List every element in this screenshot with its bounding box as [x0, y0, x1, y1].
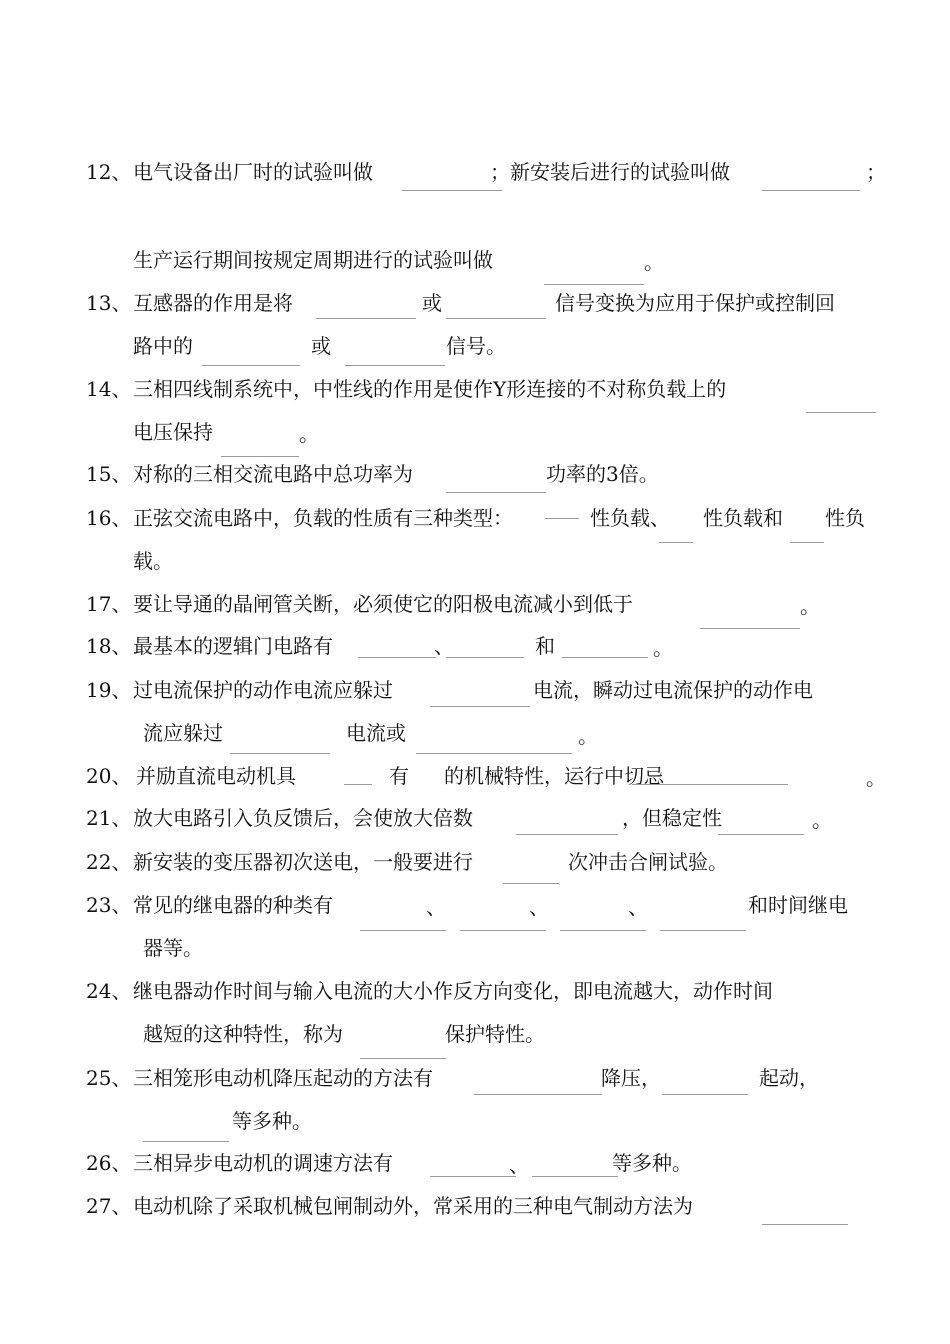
question-text: 生产运行期间按规定周期进行的试验叫做: [133, 248, 493, 272]
question-number: 16、: [86, 506, 132, 530]
question-text: 信号。: [446, 334, 506, 358]
question-text: ；: [866, 160, 886, 184]
answer-blank[interactable]: [632, 784, 788, 785]
question-text: 电压保持: [133, 420, 213, 444]
question-text: 、: [628, 895, 648, 919]
answer-blank[interactable]: [545, 518, 579, 519]
question-text: 。: [644, 250, 664, 274]
answer-blank[interactable]: [544, 284, 644, 285]
question-text: 和: [535, 634, 555, 658]
question-text: 性负载和: [703, 506, 783, 530]
answer-blank[interactable]: [660, 930, 746, 931]
question-text: 、: [509, 1153, 529, 1177]
question-text: 起动，: [759, 1066, 819, 1090]
question-text: 正弦交流电路中，负载的性质有三种类型：: [133, 506, 513, 530]
question-number: 18、: [86, 634, 132, 658]
question-text: 、: [426, 895, 446, 919]
question-number: 20、: [86, 764, 132, 788]
question-text: 电流或: [346, 721, 406, 745]
answer-blank[interactable]: [718, 834, 804, 835]
question-text: 。: [812, 808, 832, 832]
answer-blank[interactable]: [360, 1058, 446, 1059]
question-text: 互感器的作用是将: [133, 291, 293, 315]
question-text: 三相笼形电动机降压起动的方法有: [133, 1066, 433, 1090]
answer-blank[interactable]: [221, 456, 299, 457]
question-text: 三相四线制系统中，中性线的作用是使作Y形连接的不对称负载上的: [133, 377, 727, 401]
question-text: 并励直流电动机具: [136, 764, 296, 788]
question-number: 23、: [86, 893, 132, 917]
question-text: 或: [311, 334, 331, 358]
question-text: 载。: [133, 549, 173, 573]
question-text: 三相异步电动机的调速方法有: [133, 1151, 393, 1175]
answer-blank[interactable]: [700, 628, 800, 629]
question-text: 。: [800, 594, 820, 618]
question-text: 器等。: [143, 936, 203, 960]
question-text: 路中的: [133, 334, 193, 358]
answer-blank[interactable]: [503, 883, 559, 884]
question-text: 。: [578, 724, 598, 748]
answer-blank[interactable]: [358, 657, 436, 658]
answer-blank[interactable]: [430, 706, 530, 707]
question-number: 14、: [86, 377, 132, 401]
question-number: 19、: [86, 678, 132, 702]
question-text: 放大电路引入负反馈后，会使放大倍数: [133, 806, 473, 830]
question-text: 继电器动作时间与输入电流的大小作反方向变化，即电流越大，动作时间: [133, 979, 773, 1003]
question-text: 或: [422, 291, 442, 315]
question-text: 性负载、: [590, 506, 670, 530]
answer-blank[interactable]: [230, 753, 330, 754]
question-text: 要让导通的晶闸管关断，必须使它的阳极电流减小到低于: [133, 592, 633, 616]
question-text: 有: [389, 764, 409, 788]
answer-blank[interactable]: [446, 318, 546, 319]
question-number: 13、: [86, 291, 132, 315]
question-text: 的机械特性，运行中切忌: [444, 764, 664, 788]
question-text: 新安装的变压器初次送电，一般要进行: [133, 850, 473, 874]
question-number: 24、: [86, 979, 132, 1003]
answer-blank[interactable]: [806, 412, 876, 413]
question-number: 25、: [86, 1066, 132, 1090]
answer-blank[interactable]: [562, 657, 648, 658]
answer-blank[interactable]: [474, 1094, 602, 1095]
question-number: 17、: [86, 592, 132, 616]
question-text: 过电流保护的动作电流应躲过: [133, 678, 393, 702]
question-number: 12、: [86, 160, 132, 184]
question-text: 信号变换为应用于保护或控制回: [555, 291, 835, 315]
answer-blank[interactable]: [430, 1176, 516, 1177]
question-text: 功率的3倍。: [546, 462, 659, 486]
answer-blank[interactable]: [402, 190, 502, 191]
answer-blank[interactable]: [662, 1094, 748, 1095]
question-number: 21、: [86, 806, 132, 830]
question-text: 、: [434, 634, 454, 658]
question-number: 26、: [86, 1151, 132, 1175]
question-text: ；新安装后进行的试验叫做: [490, 160, 730, 184]
question-text: 常见的继电器的种类有: [133, 893, 333, 917]
question-number: 27、: [86, 1194, 132, 1218]
question-text: 保护特性。: [445, 1022, 545, 1046]
question-text: 次冲击合闸试验。: [568, 850, 728, 874]
answer-blank[interactable]: [446, 657, 524, 658]
answer-blank[interactable]: [316, 318, 416, 319]
question-number: 22、: [86, 850, 132, 874]
question-text: 。: [299, 422, 319, 446]
question-text: 电流，瞬动过电流保护的动作电: [533, 678, 813, 702]
answer-blank[interactable]: [790, 542, 824, 543]
question-number: 15、: [86, 462, 132, 486]
answer-blank[interactable]: [460, 930, 546, 931]
question-text: 。: [653, 636, 673, 660]
answer-blank[interactable]: [202, 365, 300, 366]
answer-blank[interactable]: [344, 784, 372, 785]
answer-blank[interactable]: [762, 1224, 848, 1225]
answer-blank[interactable]: [532, 1176, 618, 1177]
question-text: 最基本的逻辑门电路有: [133, 634, 333, 658]
answer-blank[interactable]: [659, 542, 693, 543]
answer-blank[interactable]: [516, 834, 618, 835]
question-text: 等多种。: [612, 1151, 692, 1175]
question-text: 。: [866, 766, 886, 790]
answer-blank[interactable]: [360, 930, 446, 931]
answer-blank[interactable]: [762, 190, 860, 191]
answer-blank[interactable]: [143, 1141, 229, 1142]
question-text: 降压，: [601, 1066, 661, 1090]
question-text: 、: [529, 895, 549, 919]
question-text: 流应躲过: [143, 721, 223, 745]
question-text: 电动机除了采取机械包闸制动外，常采用的三种电气制动方法为: [133, 1194, 693, 1218]
question-text: 等多种。: [232, 1109, 312, 1133]
answer-blank[interactable]: [446, 492, 546, 493]
question-text: 对称的三相交流电路中总功率为: [133, 462, 413, 486]
question-text: 电气设备出厂时的试验叫做: [133, 160, 373, 184]
answer-blank[interactable]: [560, 930, 646, 931]
answer-blank[interactable]: [345, 365, 445, 366]
question-text: 性负: [825, 506, 865, 530]
question-text: ，但稳定性: [622, 806, 722, 830]
question-text: 和时间继电: [748, 893, 848, 917]
answer-blank[interactable]: [416, 753, 572, 754]
question-text: 越短的这种特性，称为: [143, 1022, 343, 1046]
